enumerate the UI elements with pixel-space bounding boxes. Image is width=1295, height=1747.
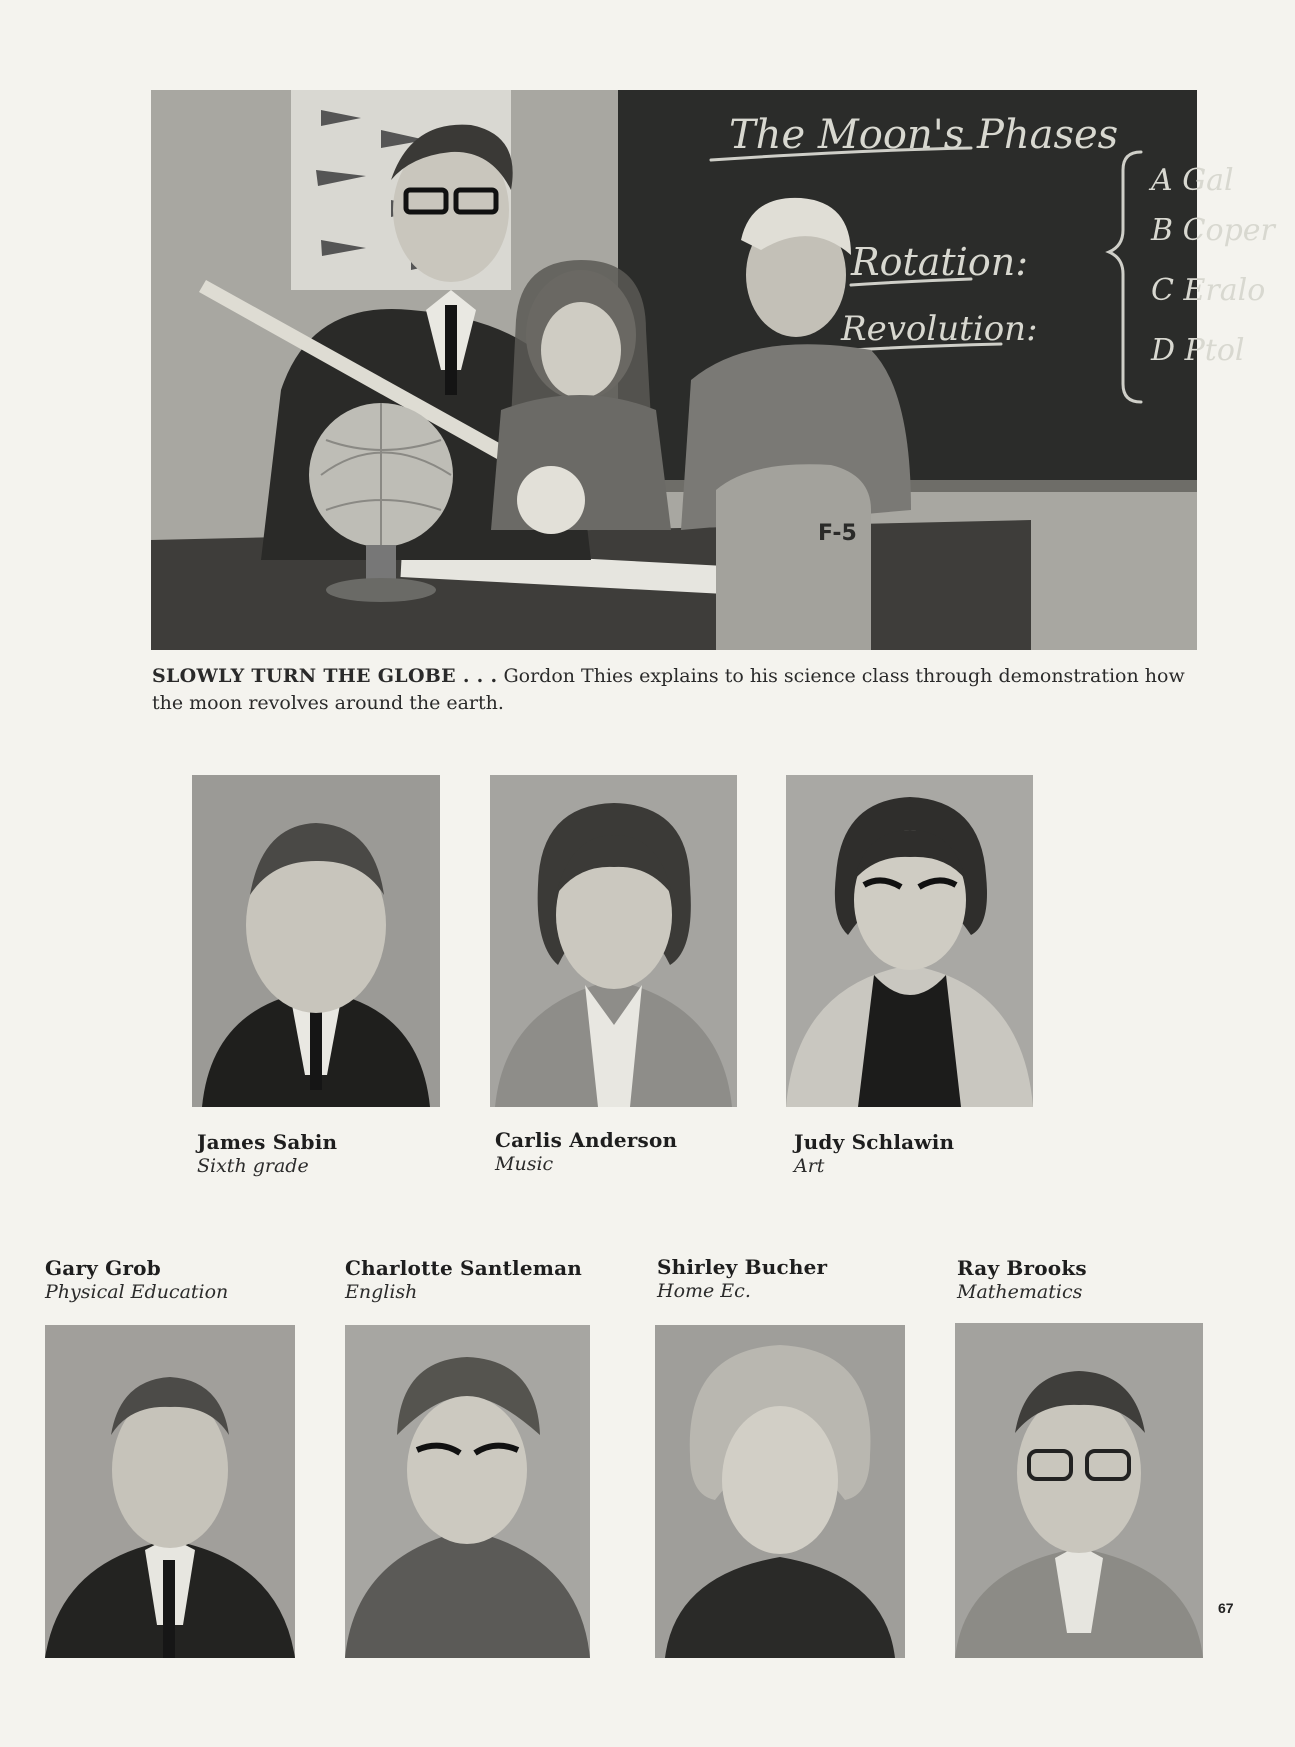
nameblock-gary-grob [45, 1256, 228, 1303]
teacher-name: Gary Grob [45, 1256, 161, 1280]
chalkboard-list-b: B Coper [1151, 213, 1275, 248]
teacher-subject: Home Ec. [657, 1280, 751, 1302]
caption-lead: SLOWLY TURN THE GLOBE . . . [152, 665, 498, 687]
chalkboard-line-revolution: Revolution: [841, 309, 1038, 349]
teacher-name: Ray Brooks [957, 1256, 1087, 1280]
teacher-subject: Sixth grade [197, 1155, 309, 1177]
teacher-name: Charlotte Santleman [345, 1256, 583, 1280]
teacher-subject: English [345, 1281, 418, 1303]
nameblock-judy-schlawin [794, 1130, 954, 1177]
nameblock-ray-brooks [957, 1256, 1087, 1303]
chalkboard-list-a: A Gal [1151, 163, 1234, 198]
portrait-charlotte-santleman [345, 1325, 590, 1658]
page-number: 67 [1218, 1600, 1234, 1616]
photo-caption [152, 663, 1197, 717]
portrait-james-sabin [192, 775, 440, 1107]
chalkboard-line-rotation: Rotation: [851, 240, 1028, 284]
teacher-subject: Art [794, 1155, 825, 1177]
portrait-judy-schlawin [786, 775, 1033, 1107]
classroom-photo [151, 90, 1275, 650]
portrait-shirley-bucher [655, 1325, 905, 1658]
nameblock-james-sabin [197, 1130, 337, 1177]
nameblock-carlis-anderson [495, 1128, 677, 1175]
caption-text: Gordon Thies explains to his science class through demonstration how the moon revolves around the earth. [152, 665, 1185, 714]
portrait-gary-grob [45, 1325, 295, 1658]
teacher-subject: Music [495, 1153, 554, 1175]
nameblock-shirley-bucher [657, 1255, 827, 1302]
teacher-name: James Sabin [197, 1130, 338, 1154]
chalkboard-list-c: C Eralo [1151, 273, 1266, 308]
chalkboard-list-d: D Ptol [1151, 333, 1245, 368]
teacher-subject: Physical Education [45, 1281, 229, 1303]
teacher-name: Judy Schlawin [794, 1130, 955, 1154]
teacher-name: Carlis Anderson [495, 1128, 678, 1152]
projector-label: F-5 [818, 521, 857, 546]
teacher-subject: Mathematics [957, 1281, 1083, 1303]
teacher-name: Shirley Bucher [657, 1255, 828, 1279]
portrait-carlis-anderson [490, 775, 737, 1107]
portrait-ray-brooks [955, 1323, 1203, 1658]
nameblock-charlotte-santleman [345, 1256, 582, 1303]
chalkboard-title: The Moon's Phases [729, 112, 1119, 158]
